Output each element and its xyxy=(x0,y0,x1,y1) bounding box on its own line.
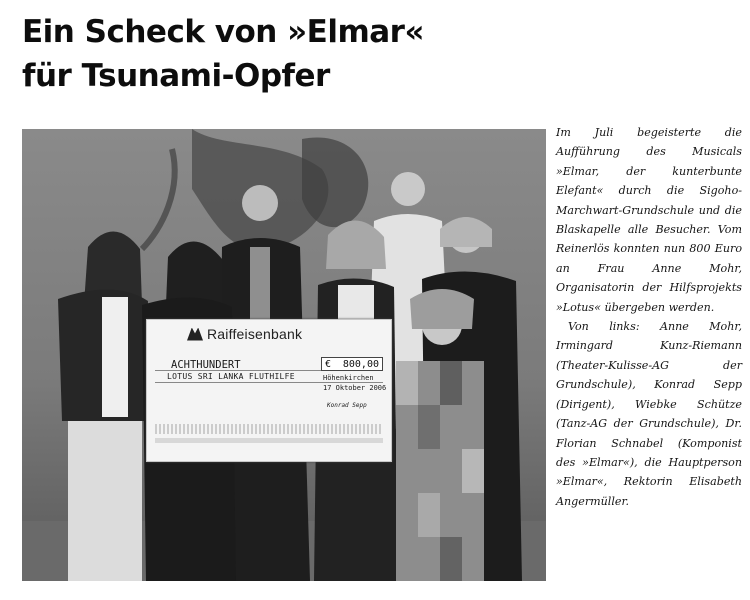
check-line xyxy=(155,382,383,383)
check xyxy=(146,319,392,462)
headline xyxy=(22,10,542,98)
check-amount: 800,00 xyxy=(342,358,379,370)
headline-line-1: Ein Scheck von »Elmar« xyxy=(22,14,424,50)
caption-paragraph-1: Im Juli begeisterte die Aufführung des Musicals »Elmar, der kunterbunte Elefant« durch die Sigoho-Marchwart-Grundschule und die Blaskapelle alle Besucher. Vom Reinerlös konnten nun 800 Euro an Frau Anne Mohr, Organisatorin der Hilfsprojekts »Lotus« übergeben werden. xyxy=(556,126,742,314)
bank-name: Raiffeisenbank xyxy=(207,326,303,342)
caption-paragraph-2: Von links: Anne Mohr, Irmingard Kunz-Riemann (Theater-Kulisse-AG der Grundschule), Konrad Sepp (Dirigent), Wiebke Schütze (Tanz-AG der Grundschule), Dr. Florian Schnabel (Komponist des »Elmar«), die Hauptperson »Elmar«, Rektorin Elisabeth Angermüller. xyxy=(556,320,742,508)
photo-caption xyxy=(556,123,742,511)
check-signature: Konrad Sepp xyxy=(327,402,367,409)
bank-logo-icon xyxy=(187,328,203,341)
check-place: Höhenkirchen xyxy=(323,374,374,382)
check-amount-words: ACHTHUNDERT xyxy=(171,359,241,371)
check-fine-print xyxy=(155,424,383,434)
check-code-strip xyxy=(155,438,383,443)
check-date: 17 Oktober 2006 xyxy=(323,384,387,392)
bank-header xyxy=(187,325,302,343)
headline-line-2: für Tsunami-Opfer xyxy=(22,58,330,94)
check-purpose: LOTUS SRI LANKA FLUTHILFE xyxy=(167,372,295,381)
check-amount-box xyxy=(321,357,383,371)
check-currency: € xyxy=(325,358,332,370)
